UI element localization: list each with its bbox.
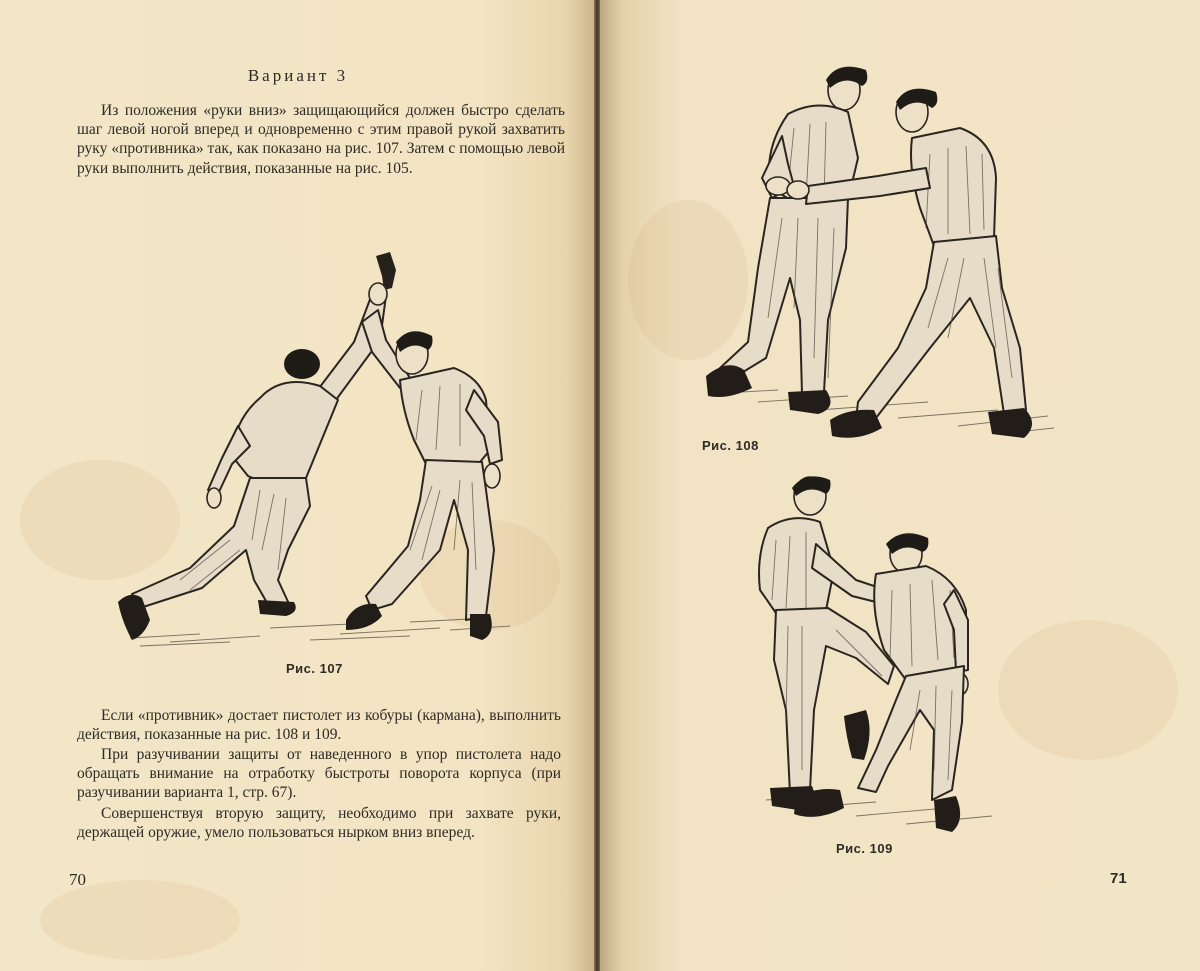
figure-107-illustration — [110, 250, 530, 660]
paragraph-1: Из положения «руки вниз» защищающийся должен быстро сделать шаг левой ногой вперед и одновременно с этим правой рукой захватить руку «противника» так, как показано на рис. 107. Затем с помощью левой руки выполнить действия, показанные на рис. 105. — [77, 102, 565, 177]
figure-108-caption: Рис. 108 — [702, 438, 759, 453]
paragraph-2: Если «противник» достает пистолет из кобуры (кармана), выполнить действия, показанные на рис. 108 и 109. — [77, 707, 561, 744]
attacker-figure — [118, 283, 387, 640]
figure-108-illustration — [698, 58, 1058, 438]
page-number-right: 71 — [1110, 870, 1127, 887]
figure-109-caption: Рис. 109 — [836, 841, 893, 856]
defender-figure — [346, 310, 502, 640]
page-number-left: 70 — [69, 870, 86, 889]
paragraph-3: При разучивании защиты от наведенного в упор пистолета надо обращать внимание на отработку быстроты поворота корпуса (при разучивании варианта 1, стр. 67). — [77, 746, 561, 802]
book-gutter — [594, 0, 600, 971]
figure-107-caption: Рис. 107 — [286, 661, 343, 676]
attacker-figure-108 — [706, 67, 867, 414]
section-heading: Вариант 3 — [247, 66, 349, 85]
figure-109-illustration — [756, 470, 996, 844]
paragraph-4: Совершенствуя вторую защиту, необходимо при захвате руки, держащей оружие, умело пользоваться нырком вниз вперед. — [77, 805, 561, 842]
